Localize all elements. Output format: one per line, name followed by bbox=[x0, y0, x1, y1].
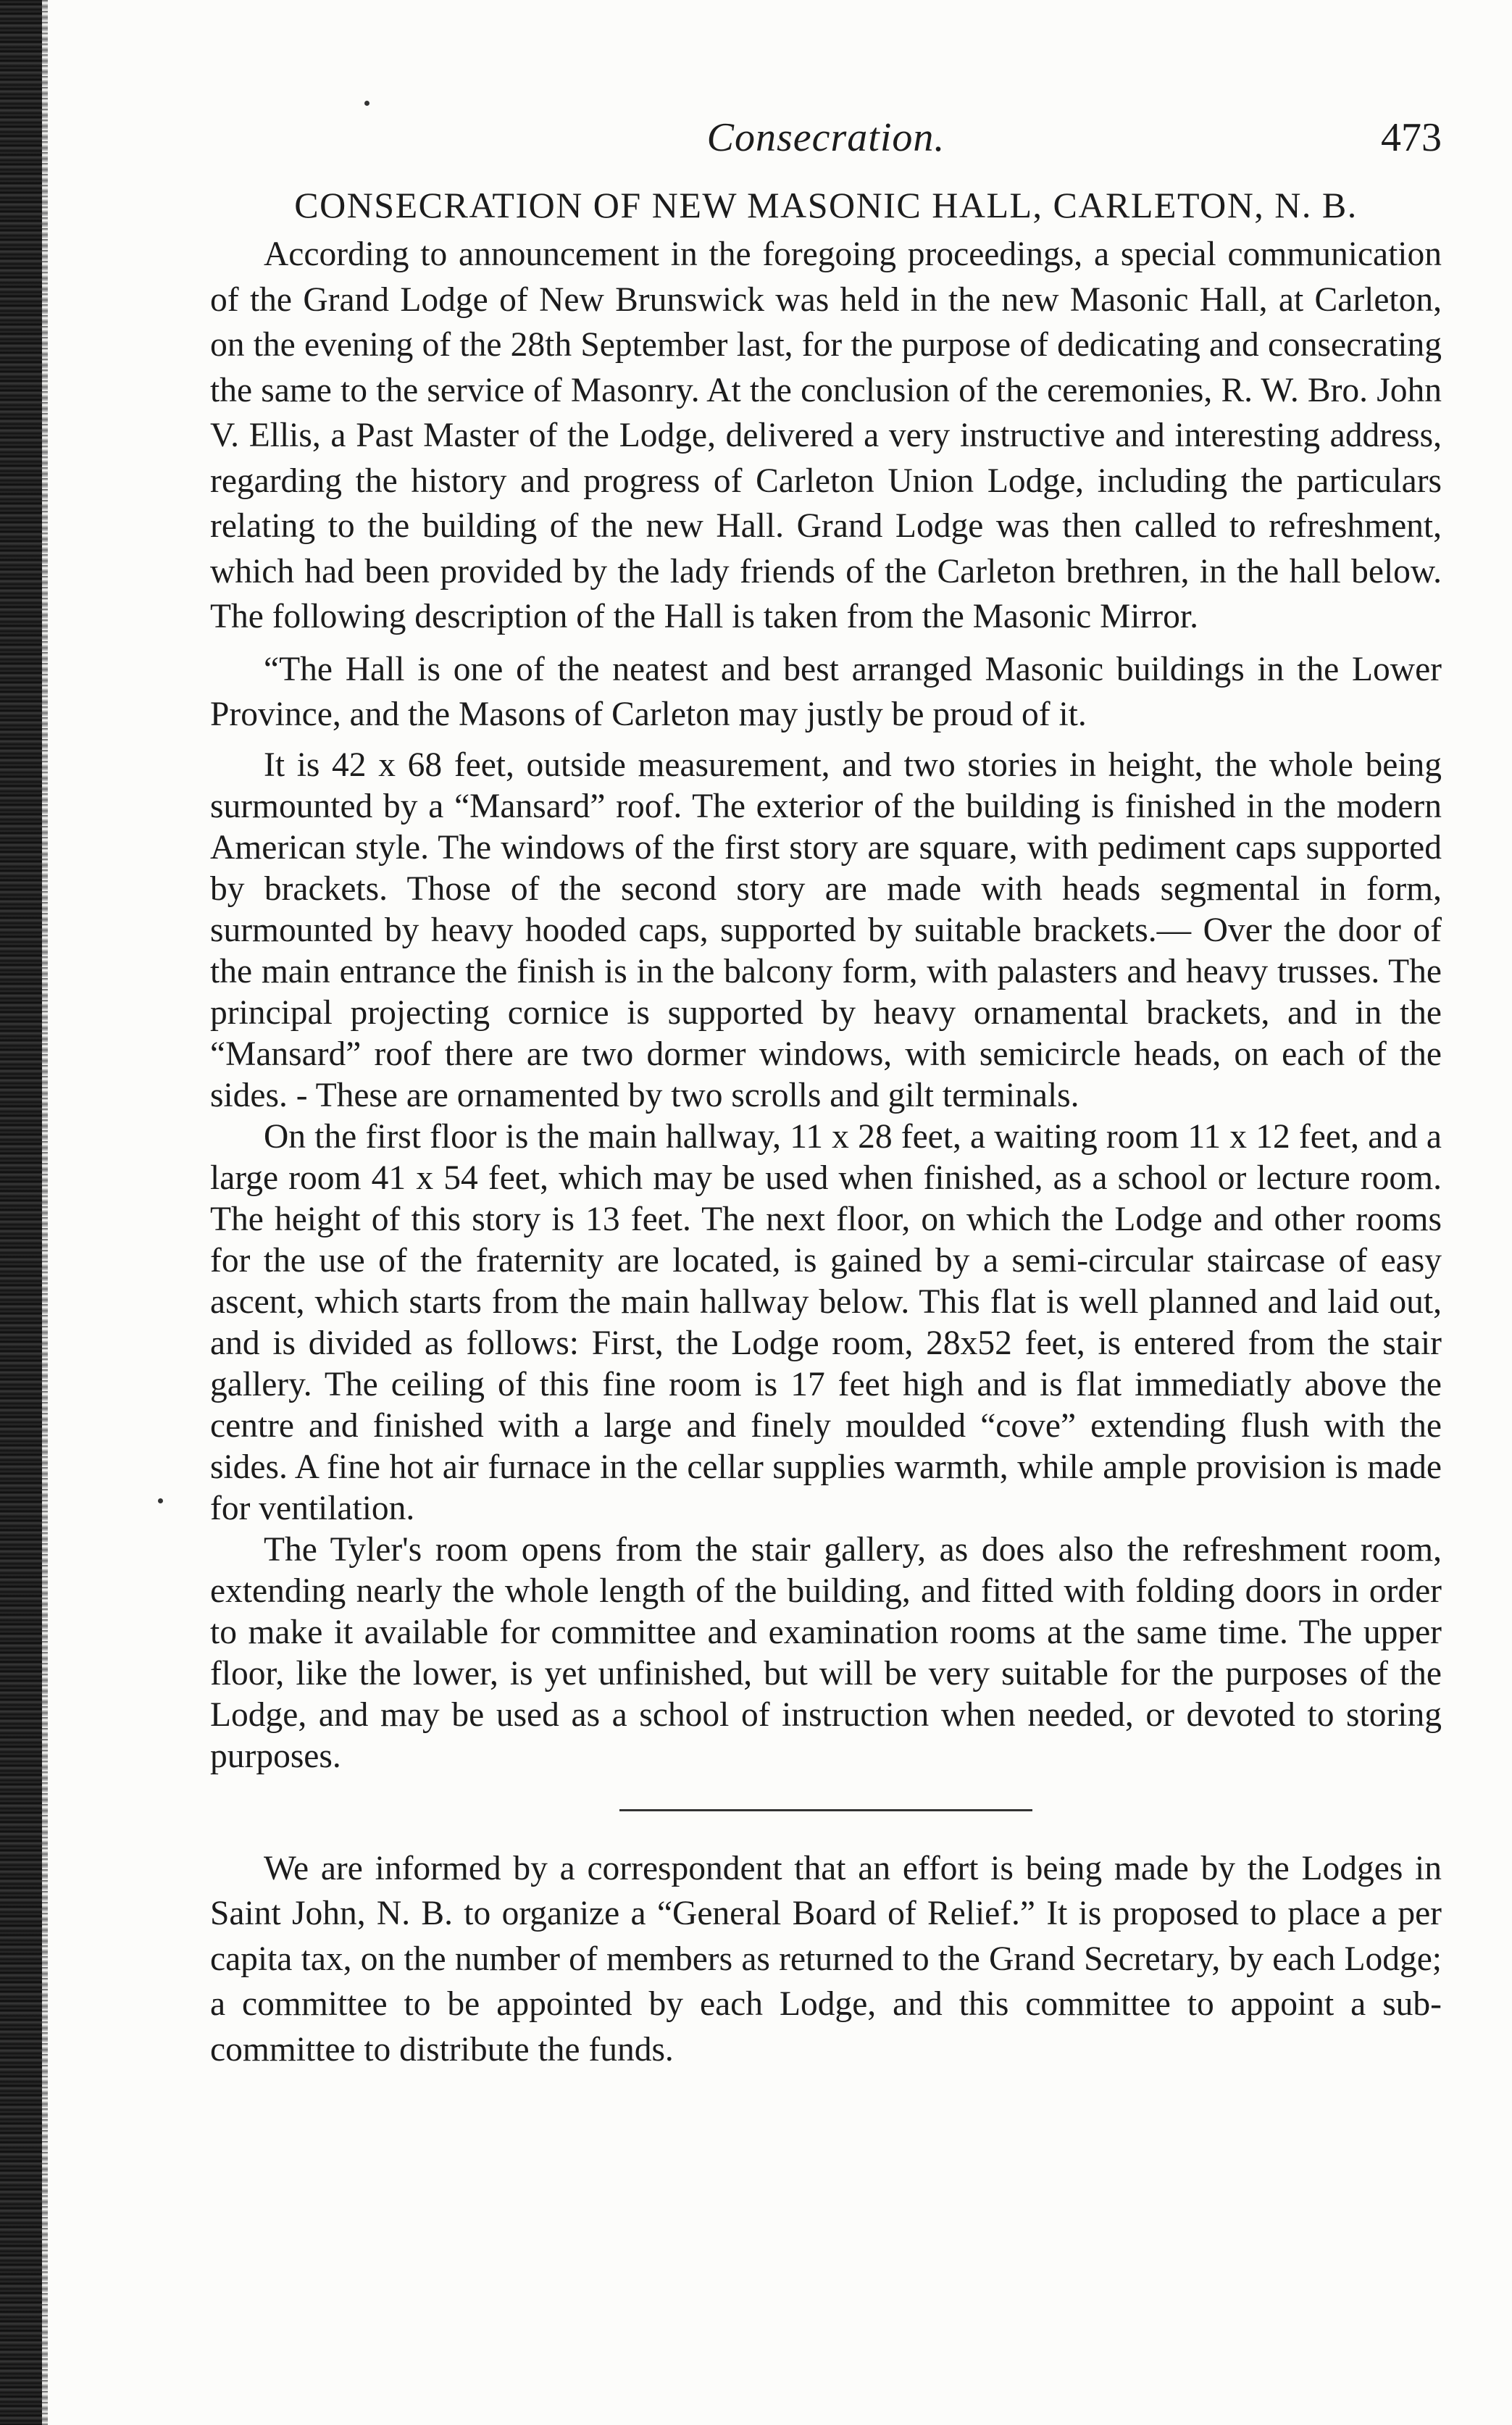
article-paragraph: It is 42 x 68 feet, outside measurement, and two stories in height, the whole being surmounted by a “Mansard” roof. The exterior of the building is finished in the modern American style. The windows of the first story are square, with pediment caps supported by brackets. Those of the second story are made with heads segmental in form, surmounted by heavy hooded caps, supported by suitable brackets.— Over the door of the main entrance the finish is in the balcony form, with palasters and heavy trusses. The principal projecting cornice is supported by heavy ornamental brackets, and in the “Mansard” roof there are two dormer windows, with semicircle heads, on each of the sides. - These are ornamented by two scrolls and gilt terminals. bbox=[210, 746, 1442, 1114]
article-paragraph: “The Hall is one of the neatest and best arranged Masonic buildings in the Lower Province, and the Masons of Carleton may justly be proud of it. bbox=[210, 650, 1442, 733]
print-speck bbox=[158, 1498, 163, 1503]
article-body bbox=[210, 232, 1442, 1777]
page-number: 473 bbox=[1381, 115, 1442, 160]
print-speck bbox=[364, 101, 369, 106]
article-paragraph: According to announcement in the foregoing proceedings, a special communication of the Grand Lodge of New Brunswick was held in the new Masonic Hall, at Carleton, on the evening of the 28th September last, for the purpose of dedicating and consecrating the same to the service of Masonry. At the conclusion of the ceremonies, R. W. Bro. John V. Ellis, a Past Master of the Lodge, delivered a very instructive and interesting address, regarding the history and progress of Carleton Union Lodge, including the particulars relating to the building of the new Hall. Grand Lodge was then called to refreshment, which had been provided by the lady friends of the Carleton brethren, in the hall below. The following description of the Hall is taken from the Masonic Mirror. bbox=[210, 235, 1442, 635]
notice-body bbox=[210, 1846, 1442, 2073]
page-binding-edge bbox=[0, 0, 42, 2425]
running-head bbox=[210, 114, 1442, 172]
article-paragraph: On the first floor is the main hallway, 11 x 28 feet, a waiting room 11 x 12 feet, and a large room 41 x 54 feet, which may be used when finished, as a school or lecture room. The height of this story is 13 feet. The next floor, on which the Lodge and other rooms for the use of the fraternity are located, is gained by a semi-circular staircase of easy ascent, which starts from the main hallway below. This flat is well planned and laid out, and is divided as follows: First, the Lodge room, 28x52 feet, is entered from the stair gallery. The ceiling of this fine room is 17 feet high and is flat immediatly above the centre and finished with a large and finely moulded “cove” extending flush with the sides. A fine hot air furnace in the cellar supplies warmth, while ample provision is made for ventilation. bbox=[210, 1117, 1442, 1527]
notice-paragraph: We are informed by a correspondent that an effort is being made by the Lodges in Saint John, N. B. to organize a “General Board of Relief.” It is proposed to place a per capita tax, on the number of members as returned to the Grand Secretary, by each Lodge; a committee to be appointed by each Lodge, and this committee to appoint a sub-committee to distribute the funds. bbox=[210, 1849, 1442, 2069]
section-divider bbox=[619, 1809, 1032, 1811]
article-paragraph: The Tyler's room opens from the stair gallery, as does also the refreshment room, extending nearly the whole length of the building, and fitted with folding doors in order to make it available for committee and examination rooms at the same time. The upper floor, like the lower, is yet unfinished, but will be very suitable for the purposes of the Lodge, and may be used as a school of instruction when needed, or devoted to storing purposes. bbox=[210, 1530, 1442, 1775]
running-title: Consecration. bbox=[706, 115, 945, 160]
article-headline: CONSECRATION OF NEW MASONIC HALL, CARLETON, N. B. bbox=[294, 185, 1358, 225]
book-page bbox=[210, 114, 1442, 2072]
